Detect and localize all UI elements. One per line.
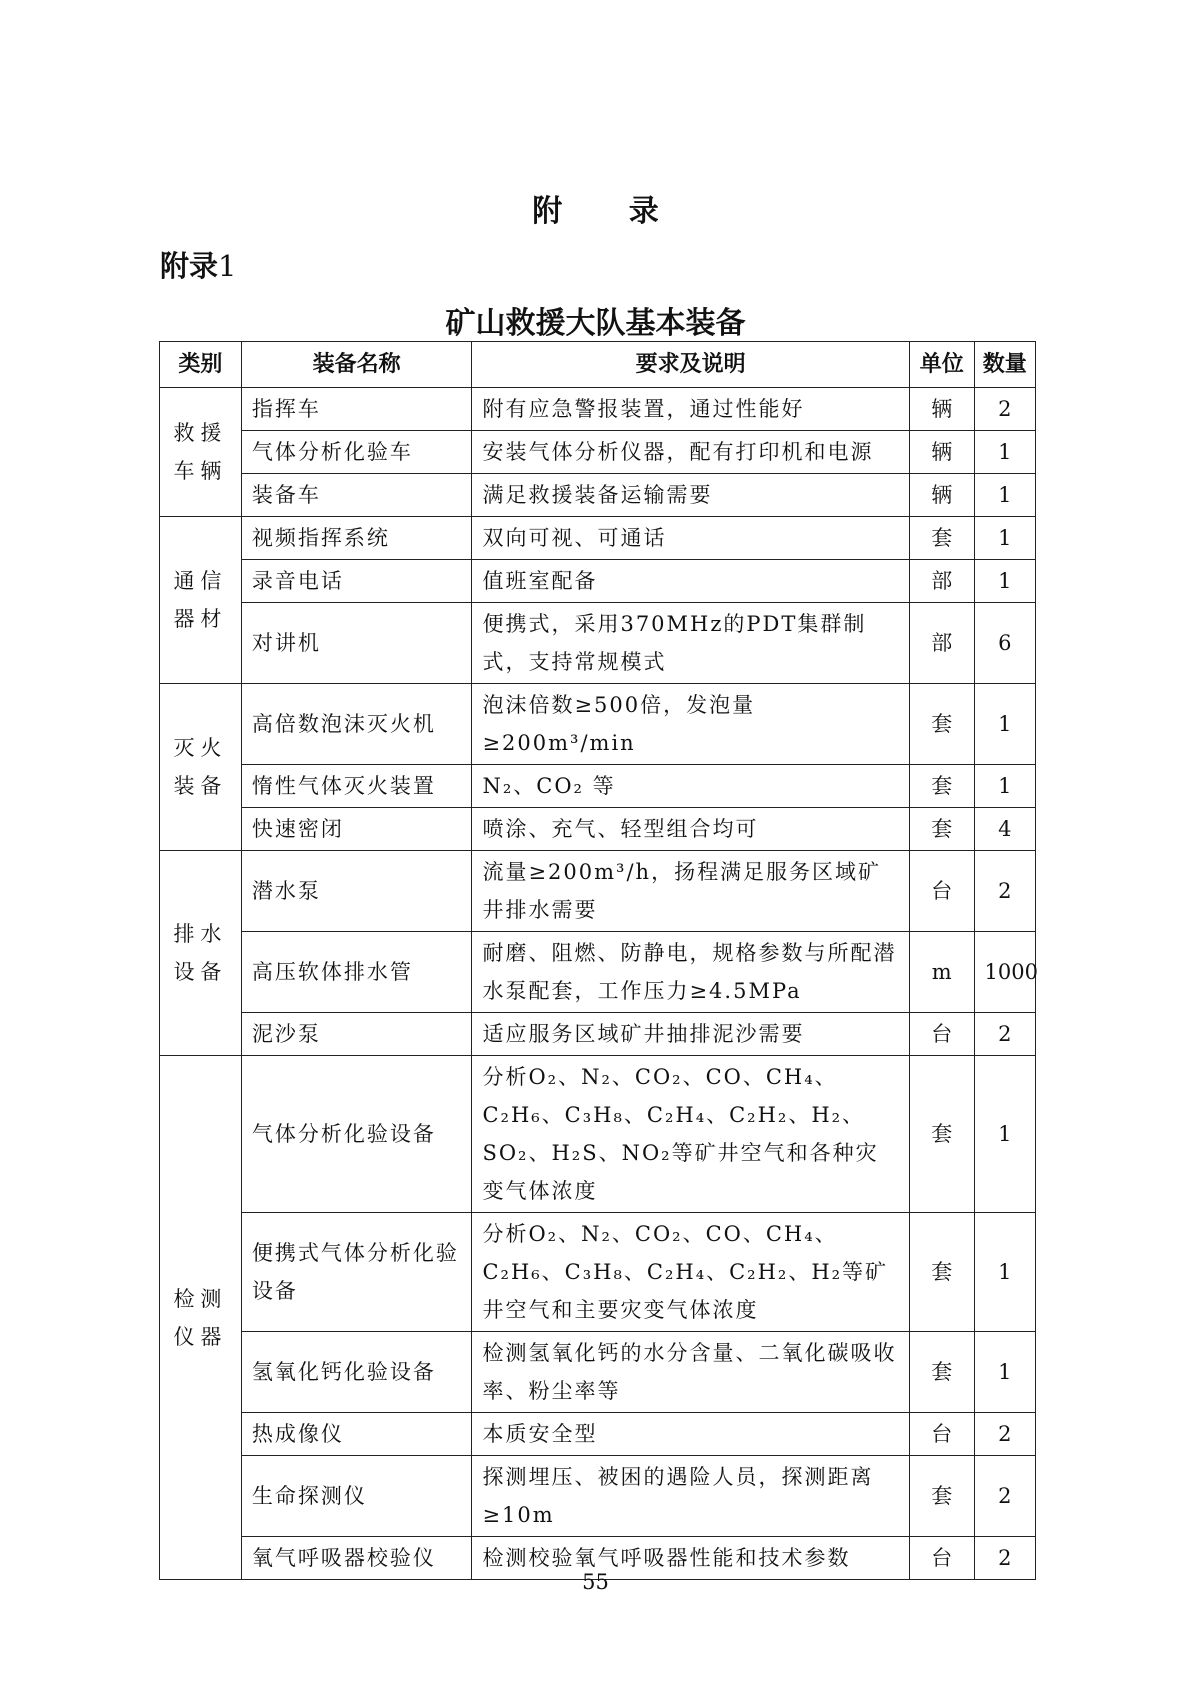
requirement-cell: 满足救援装备运输需要: [472, 474, 909, 517]
unit-cell: 辆: [909, 474, 974, 517]
requirement-cell: 探测埋压、被困的遇险人员，探测距离≥10m: [472, 1456, 909, 1537]
table-row: [160, 1056, 1036, 1213]
page-number: 55: [582, 1570, 609, 1594]
requirement-cell: 双向可视、可通话: [472, 517, 909, 560]
table-row: [160, 603, 1036, 684]
equipment-name-cell: 高压软体排水管: [241, 932, 472, 1013]
table-row: [160, 474, 1036, 517]
requirement-cell: 耐磨、阻燃、防静电，规格参数与所配潜水泵配套，工作压力≥4.5MPa: [472, 932, 909, 1013]
quantity-cell: 1: [974, 684, 1035, 765]
table-row: [160, 851, 1036, 932]
page-heading: 附 录: [532, 194, 687, 229]
requirement-cell: 附有应急警报装置，通过性能好: [472, 388, 909, 431]
table-row: [160, 765, 1036, 808]
quantity-cell: 2: [974, 1413, 1035, 1456]
quantity-cell: 4: [974, 808, 1035, 851]
equipment-name-cell: 指挥车: [241, 388, 472, 431]
category-cell: 检测仪器: [160, 1056, 242, 1580]
unit-cell: 套: [909, 517, 974, 560]
quantity-cell: 1000: [974, 932, 1035, 1013]
column-header-quantity: 数量: [974, 342, 1035, 388]
requirement-cell: 便携式，采用370MHz的PDT集群制式，支持常规模式: [472, 603, 909, 684]
quantity-cell: 1: [974, 765, 1035, 808]
unit-cell: 套: [909, 684, 974, 765]
quantity-cell: 2: [974, 1456, 1035, 1537]
requirement-cell: 流量≥200m³/h，扬程满足服务区域矿井排水需要: [472, 851, 909, 932]
equipment-name-cell: 生命探测仪: [241, 1456, 472, 1537]
column-header-name: 装备名称: [241, 342, 472, 388]
equipment-table: [159, 341, 1036, 1580]
quantity-cell: 2: [974, 1537, 1035, 1580]
unit-cell: 套: [909, 1056, 974, 1213]
quantity-cell: 2: [974, 1013, 1035, 1056]
equipment-name-cell: 录音电话: [241, 560, 472, 603]
unit-cell: 部: [909, 560, 974, 603]
quantity-cell: 1: [974, 1213, 1035, 1332]
category-cell: 救援车辆: [160, 388, 242, 517]
quantity-cell: 1: [974, 517, 1035, 560]
quantity-cell: 2: [974, 851, 1035, 932]
unit-cell: 套: [909, 808, 974, 851]
requirement-cell: 喷涂、充气、轻型组合均可: [472, 808, 909, 851]
quantity-cell: 1: [974, 431, 1035, 474]
equipment-name-cell: 高倍数泡沫灭火机: [241, 684, 472, 765]
unit-cell: 套: [909, 1332, 974, 1413]
table-row: [160, 1413, 1036, 1456]
table-row: [160, 1456, 1036, 1537]
unit-cell: 台: [909, 851, 974, 932]
table-row: [160, 388, 1036, 431]
table-header-row: [160, 342, 1036, 388]
table-row: [160, 517, 1036, 560]
table-row: [160, 1013, 1036, 1056]
column-header-category: 类别: [160, 342, 242, 388]
unit-cell: 台: [909, 1413, 974, 1456]
category-cell: 排水设备: [160, 851, 242, 1056]
equipment-name-cell: 装备车: [241, 474, 472, 517]
unit-cell: 套: [909, 1456, 974, 1537]
requirement-cell: 分析O₂、N₂、CO₂、CO、CH₄、C₂H₆、C₃H₈、C₂H₄、C₂H₂、H₂、SO₂、H₂S、NO₂等矿井空气和各种灾变气体浓度: [472, 1056, 909, 1213]
appendix-prefix: 附录: [160, 249, 219, 283]
equipment-name-cell: 热成像仪: [241, 1413, 472, 1456]
table-row: [160, 684, 1036, 765]
requirement-cell: 值班室配备: [472, 560, 909, 603]
table-body: [160, 388, 1036, 1580]
equipment-name-cell: 视频指挥系统: [241, 517, 472, 560]
equipment-name-cell: 氧气呼吸器校验仪: [241, 1537, 472, 1580]
equipment-name-cell: 对讲机: [241, 603, 472, 684]
equipment-name-cell: 氢氧化钙化验设备: [241, 1332, 472, 1413]
table-row: [160, 1332, 1036, 1413]
equipment-name-cell: 惰性气体灭火装置: [241, 765, 472, 808]
table-row: [160, 1213, 1036, 1332]
appendix-label: [160, 244, 236, 285]
requirement-cell: 检测校验氧气呼吸器性能和技术参数: [472, 1537, 909, 1580]
requirement-cell: 安装气体分析仪器，配有打印机和电源: [472, 431, 909, 474]
equipment-name-cell: 气体分析化验设备: [241, 1056, 472, 1213]
category-cell: 灭火装备: [160, 684, 242, 851]
requirement-cell: 适应服务区域矿井抽排泥沙需要: [472, 1013, 909, 1056]
table-row: [160, 932, 1036, 1013]
column-header-description: 要求及说明: [472, 342, 909, 388]
quantity-cell: 1: [974, 1332, 1035, 1413]
requirement-cell: 本质安全型: [472, 1413, 909, 1456]
unit-cell: 套: [909, 765, 974, 808]
unit-cell: m: [909, 932, 974, 1013]
unit-cell: 辆: [909, 388, 974, 431]
unit-cell: 套: [909, 1213, 974, 1332]
requirement-cell: 分析O₂、N₂、CO₂、CO、CH₄、C₂H₆、C₃H₈、C₂H₄、C₂H₂、H₂等矿井空气和主要灾变气体浓度: [472, 1213, 909, 1332]
equipment-name-cell: 潜水泵: [241, 851, 472, 932]
table-row: [160, 560, 1036, 603]
appendix-number: 1: [218, 249, 237, 283]
quantity-cell: 2: [974, 388, 1035, 431]
equipment-name-cell: 快速密闭: [241, 808, 472, 851]
requirement-cell: 泡沫倍数≥500倍，发泡量≥200m³/min: [472, 684, 909, 765]
column-header-unit: 单位: [909, 342, 974, 388]
table-title: 矿山救援大队基本装备: [445, 306, 746, 341]
quantity-cell: 1: [974, 1056, 1035, 1213]
unit-cell: 台: [909, 1537, 974, 1580]
quantity-cell: 6: [974, 603, 1035, 684]
unit-cell: 部: [909, 603, 974, 684]
category-cell: 通信器材: [160, 517, 242, 684]
quantity-cell: 1: [974, 560, 1035, 603]
requirement-cell: N₂、CO₂ 等: [472, 765, 909, 808]
unit-cell: 辆: [909, 431, 974, 474]
requirement-cell: 检测氢氧化钙的水分含量、二氧化碳吸收率、粉尘率等: [472, 1332, 909, 1413]
equipment-name-cell: 便携式气体分析化验设备: [241, 1213, 472, 1332]
equipment-name-cell: 气体分析化验车: [241, 431, 472, 474]
equipment-name-cell: 泥沙泵: [241, 1013, 472, 1056]
table-row: [160, 808, 1036, 851]
table-row: [160, 431, 1036, 474]
unit-cell: 台: [909, 1013, 974, 1056]
quantity-cell: 1: [974, 474, 1035, 517]
